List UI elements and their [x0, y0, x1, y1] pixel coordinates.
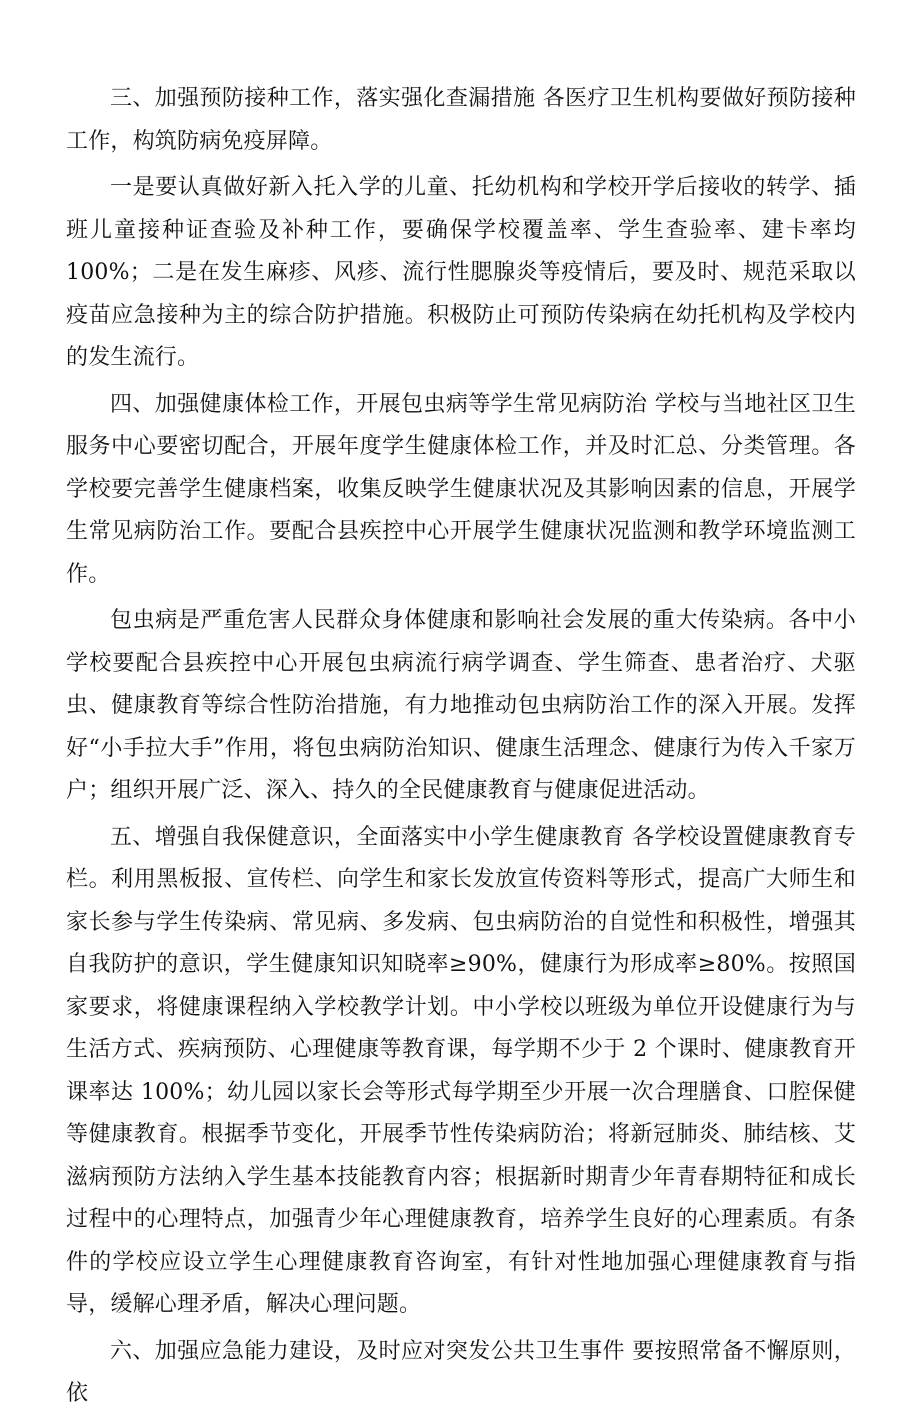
paragraph-section-3: 三、加强预防接种工作，落实强化查漏措施 各医疗卫生机构要做好预防接种工作，构筑防病免疫屏障。 [66, 86, 856, 154]
paragraph-vaccination-details: 一是要认真做好新入托入学的儿童、托幼机构和学校开学后接收的转学、插班儿童接种证查验及补种工作，要确保学校覆盖率、学生查验率、建卡率均 100%；二是在发生麻疹、风疹、流行性腮腺炎等疫情后，要及时、规范采取以疫苗应急接种为主的综合防护措施。积极防止可预防传染病在幼托机构及学校内的发生流行。 [66, 175, 856, 370]
paragraph-section-4: 四、加强健康体检工作，开展包虫病等学生常见病防治 学校与当地社区卫生服务中心要密切配合，开展年度学生健康体检工作，并及时汇总、分类管理。各学校要完善学生健康档案，收集反映学生健康状况及其影响因素的信息，开展学生常见病防治工作。要配合县疾控中心开展学生健康状况监测和教学环境监测工作。 [66, 391, 856, 587]
paragraph-section-6: 六、加强应急能力建设，及时应对突发公共卫生事件 要按照常备不懈原则，依 [66, 1338, 856, 1406]
paragraph-echinococcosis: 包虫病是严重危害人民群众身体健康和影响社会发展的重大传染病。各中小学校要配合县疾控中心开展包虫病流行病学调查、学生筛查、患者治疗、犬驱虫、健康教育等综合性防治措施，有力地推动包虫病防治工作的深入开展。发挥好“小手拉大手”作用，将包虫病防治知识、健康生活理念、健康行为传入千家万户；组织开展广泛、深入、持久的全民健康教育与健康促进活动。 [66, 608, 856, 803]
paragraph-section-5: 五、增强自我保健意识，全面落实中小学生健康教育 各学校设置健康教育专栏。利用黑板报、宣传栏、向学生和家长发放宣传资料等形式，提高广大师生和家长参与学生传染病、常见病、多发病、包虫病防治的自觉性和积极性，增强其自我防护的意识，学生健康知识知晓率≥90%，健康行为形成率≥80%。按照国家要求，将健康课程纳入学校教学计划。中小学校以班级为单位开设健康行为与生活方式、疾病预防、心理健康等教育课，每学期不少于 2 个课时、健康教育开课率达 100%；幼儿园以家长会等形式每学期至少开展一次合理膳食、口腔保健等健康教育。根据季节变化，开展季节性传染病防治；将新冠肺炎、肺结核、艾滋病预防方法纳入学生基本技能教育内容；根据新时期青少年青春期特征和成长过程中的心理特点，加强青少年心理健康教育，培养学生良好的心理素质。有条件的学校应设立学生心理健康教育咨询室，有针对性地加强心理健康教育与指导，缓解心理矛盾，解决心理问题。 [66, 824, 856, 1317]
document-body [66, 78, 856, 1420]
